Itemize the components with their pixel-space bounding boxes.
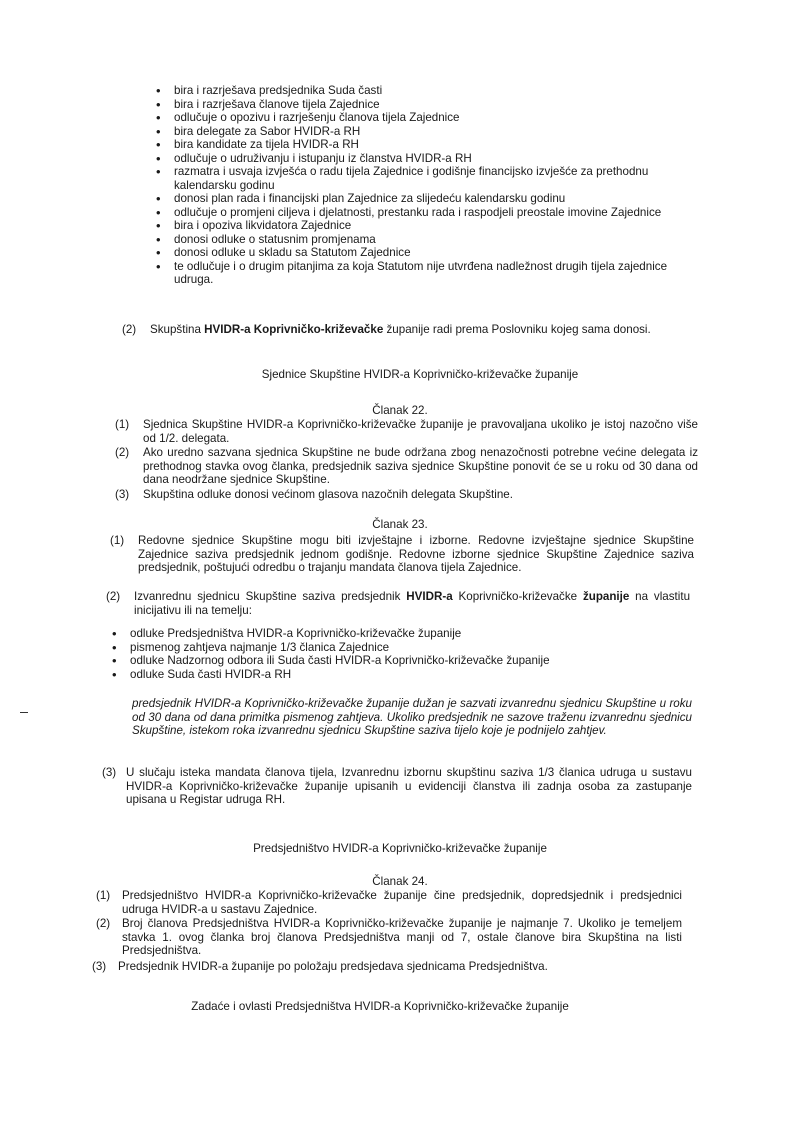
- article-23-para-1: [110, 534, 694, 575]
- paragraph-number: (2): [106, 590, 121, 603]
- list-item: • odluke Nadzornog odbora ili Suda časti HVIDR-a Koprivničko-križevačke županije: [108, 654, 628, 668]
- skupstina-duties-list: [152, 84, 708, 287]
- text: na vlastitu inicijativu ili na temelju:: [134, 590, 691, 617]
- list-item: • te odlučuje i o drugim pitanjima za koja Statutom nije utvrđena nadležnost drugih tijela zajednice udruga.: [152, 260, 708, 287]
- list-item: • donosi odluke u skladu sa Statutom Zajednice: [152, 246, 708, 260]
- paragraph-number: (2): [122, 323, 137, 336]
- text: U slučaju isteka mandata članova tijela, Izvanrednu izbornu skupštinu saziva 1/3 članica udruga u sustavu HVIDR-a Koprivničko-križevačke županije upisanih u evidenciji članstva ili zadnja osoba za zastupanje upisana u Registar udruga RH.: [126, 766, 692, 806]
- text: Skupština odluke donosi većinom glasova nazočnih delegata Skupštine.: [143, 488, 513, 501]
- section-heading-predsjednistvo: Predsjedništvo HVIDR-a Koprivničko-križevačke županije: [253, 842, 547, 855]
- section-heading-sjednice: Sjednice Skupštine HVIDR-a Koprivničko-križevačke županije: [261, 368, 579, 381]
- text: Redovne sjednice Skupštine mogu biti izvještajne i izborne. Redovne izvještajne sjednice Skupštine Zajednice saziva predsjednik jednom godišnje. Redovne izborne sjednice Skupštine Zajednice saziva predsjednik, poštujući odredbu o trajanju mandata članova tijela Zajednice.: [138, 534, 694, 574]
- text-bold: HVIDR-a Koprivničko-križevačke: [204, 323, 384, 336]
- section-heading-zadace: Zadaće i ovlasti Predsjedništva HVIDR-a Koprivničko-križevačke županije: [191, 1000, 569, 1013]
- text: Ako uredno sazvana sjednica Skupštine ne bude održana zbog nenazočnosti potrebne većine delegata iz prethodnog stavka ovog članka, predsjednik saziva sjednice Skupštine ponovit će se u roku od 30 dana od dana neodržane sjednice Skupštine.: [143, 446, 698, 486]
- list-item: • donosi plan rada i financijski plan Zajednice za slijedeću kalendarsku godinu: [152, 192, 708, 206]
- list-item: • bira i razrješava predsjednika Suda časti: [152, 84, 708, 98]
- article-23-para-3: [102, 766, 692, 807]
- paragraph-number: (1): [96, 889, 111, 902]
- paragraph-number: (1): [115, 418, 130, 431]
- list-item: • bira i razrješava članove tijela Zajednice: [152, 98, 708, 112]
- list-item: • odlučuje o udruživanju i istupanju iz članstva HVIDR-a RH: [152, 152, 708, 166]
- paragraph-number: (1): [110, 534, 125, 547]
- margin-mark: [20, 712, 28, 713]
- article-22-para-3: [115, 488, 698, 502]
- text: Predsjednik HVIDR-a županije po položaju predsjedava sjednicama Predsjedništva.: [118, 960, 548, 973]
- izvanredna-sjednica-list: [108, 627, 628, 681]
- list-item: • donosi odluke o statusnim promjenama: [152, 233, 708, 247]
- list-item: • odluke Suda časti HVIDR-a RH: [108, 668, 628, 682]
- paragraph-skupstina-rules: [122, 323, 690, 337]
- article-22-title: Članak 22.: [372, 404, 428, 417]
- article-23-title: Članak 23.: [372, 518, 428, 531]
- paragraph-number: (3): [102, 766, 117, 779]
- article-22-para-2: [115, 446, 698, 487]
- list-item: • pismenog zahtjeva najmanje 1/3 članica Zajednice: [108, 641, 628, 655]
- list-item: • bira i opoziva likvidatora Zajednice: [152, 219, 708, 233]
- text: Koprivničko-križevačke: [452, 590, 583, 603]
- text-bold: županije: [582, 590, 630, 603]
- list-item: • bira delegate za Sabor HVIDR-a RH: [152, 125, 708, 139]
- article-22-para-1: [115, 418, 698, 445]
- text: Skupština: [150, 323, 205, 336]
- text: Sjednica Skupštine HVIDR-a Koprivničko-križevačke županije je pravovaljana ukoliko je istoj nazočno više od 1/2. delegata.: [143, 418, 698, 445]
- paragraph-number: (2): [115, 446, 130, 459]
- paragraph-number: (3): [115, 488, 130, 501]
- article-24-para-1: [96, 889, 682, 916]
- list-item: • bira kandidate za tijela HVIDR-a RH: [152, 138, 708, 152]
- text-bold: HVIDR-a: [406, 590, 453, 603]
- paragraph-number: (3): [92, 960, 107, 973]
- text: županije radi prema Poslovniku kojeg sama donosi.: [383, 323, 651, 336]
- text: Predsjedništvo HVIDR-a Koprivničko-križevačke županije čine predsjednik, dopredsjednik i predsjednici udruga HVIDR-a u sastavu Zajednice.: [122, 889, 682, 916]
- article-23-italic-note: predsjednik HVIDR-a Koprivničko-križevačke županije dužan je sazvati izvanrednu sjednicu Skupštine u roku od 30 dana od dana primitka pismenog zahtjeva. Ukoliko predsjednik ne sazove traženu izvanrednu sjednicu Skupštine, istekom roka izvanrednu sjednicu Skupštine saziva tijelo koje je podnijelo zahtjev.: [132, 697, 692, 737]
- paragraph-number: (2): [96, 917, 111, 930]
- article-24-title: Članak 24.: [372, 875, 428, 888]
- text: Broj članova Predsjedništva HVIDR-a Koprivničko-križevačke županije je najmanje 7. Ukoliko je temeljem stavka 1. ovog članka broj članova Predsjedništva manji od 7, ostale članove bira Skupština na listi Predsjedništva.: [122, 917, 682, 957]
- text: Izvanrednu sjednicu Skupštine saziva predsjednik: [134, 590, 407, 603]
- list-item: • odluke Predsjedništva HVIDR-a Koprivničko-križevačke županije: [108, 627, 628, 641]
- list-item: • odlučuje o promjeni ciljeva i djelatnosti, prestanku rada i raspodjeli preostale imovine Zajednice: [152, 206, 708, 220]
- list-item: • razmatra i usvaja izvješća o radu tijela Zajednice i godišnje financijsko izvješće za prethodnu kalendarsku godinu: [152, 165, 708, 192]
- article-23-para-2: [106, 590, 691, 617]
- article-24-para-2: [96, 917, 682, 958]
- list-item: • odlučuje o opozivu i razrješenju članova tijela Zajednice: [152, 111, 708, 125]
- article-24-para-3: [92, 960, 678, 974]
